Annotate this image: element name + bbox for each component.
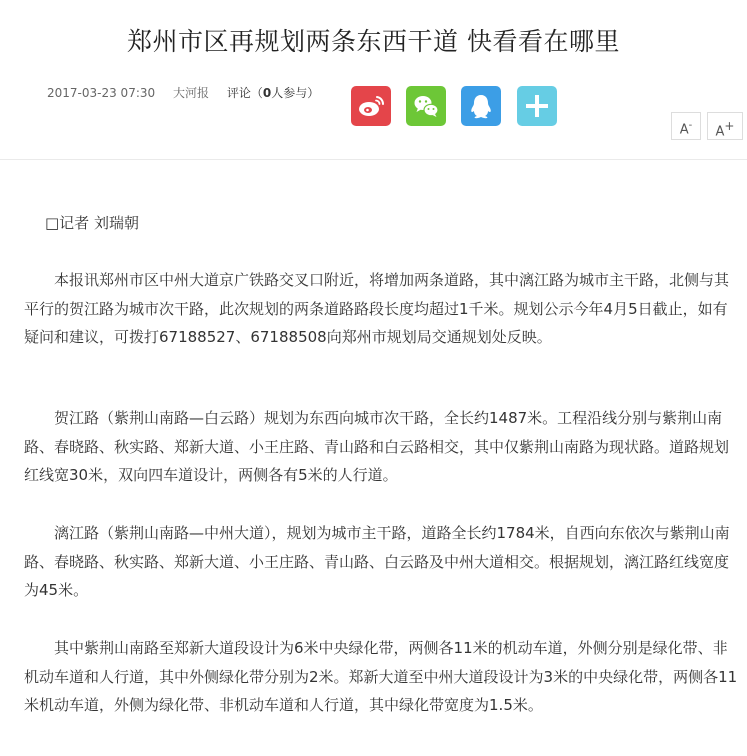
plus-icon — [517, 86, 557, 126]
font-increase-label: A — [715, 124, 725, 140]
article-title: 郑州市区再规划两条东西干道 快看看在哪里 — [127, 27, 620, 56]
article-meta — [47, 84, 333, 101]
wechat-icon — [406, 86, 446, 126]
article-paragraph: 其中紫荆山南路至郑新大道段设计为6米中央绿化带，两侧各11米的机动车道，外侧分别是绿化带、非机动车道和人行道，其中外侧绿化带分别为2米。郑新大道至中州大道段设计为3米的中央绿化带，两侧各11米机动车道，外侧为绿化带、非机动车道和人行道，其中绿化带宽度为1.5米。 — [24, 639, 738, 714]
share-more-button[interactable] — [517, 86, 557, 126]
share-weibo-button[interactable] — [351, 86, 391, 126]
share-qq-button[interactable] — [461, 86, 501, 126]
article-paragraph: 贺江路（紫荆山南路—白云路）规划为东西向城市次干路，全长约1487米。工程沿线分别与紫荆山南路、春晓路、秋实路、郑新大道、小王庄路、青山路和白云路相交，其中仅紫荆山南路为现状路。道路规划红线宽30米，双向四车道设计，两侧各有5米的人行道。 — [24, 409, 730, 484]
qq-icon — [461, 86, 501, 126]
font-increase-mark: + — [724, 119, 735, 133]
weibo-icon — [351, 86, 391, 126]
comment-suffix: 人参与） — [271, 86, 320, 100]
font-decrease-button[interactable] — [671, 112, 701, 140]
font-increase-button[interactable] — [707, 112, 743, 140]
publish-date: 2017-03-23 07:30 — [47, 86, 156, 100]
byline: □记者 刘瑞朝 — [45, 214, 139, 232]
share-wechat-button[interactable] — [406, 86, 446, 126]
article-source[interactable]: 大河报 — [172, 86, 209, 100]
comment-prefix: 评论（ — [226, 86, 263, 100]
divider — [0, 159, 747, 160]
article-paragraph: 本报讯郑州市区中州大道京广铁路交叉口附近，将增加两条道路，其中漓江路为城市主干路，北侧与其平行的贺江路为城市次干路，此次规划的两条道路路段长度均超过1千米。规划公示今年4月5日截止，如有疑问和建议，可拨打67188527、67188508向郑州市规划局交通规划处反映。 — [24, 271, 730, 346]
font-decrease-label: A — [679, 122, 689, 138]
font-decrease-mark: - — [688, 120, 693, 131]
comment-count: 0 — [262, 86, 272, 100]
article-paragraph: 漓江路（紫荆山南路—中州大道），规划为城市主干路，道路全长约1784米，自西向东依次与紫荆山南路、春晓路、秋实路、郑新大道、小王庄路、青山路、白云路及中州大道相交。根据规划，漓江路红线宽度为45米。 — [24, 524, 730, 599]
comment-link[interactable] — [227, 86, 319, 100]
